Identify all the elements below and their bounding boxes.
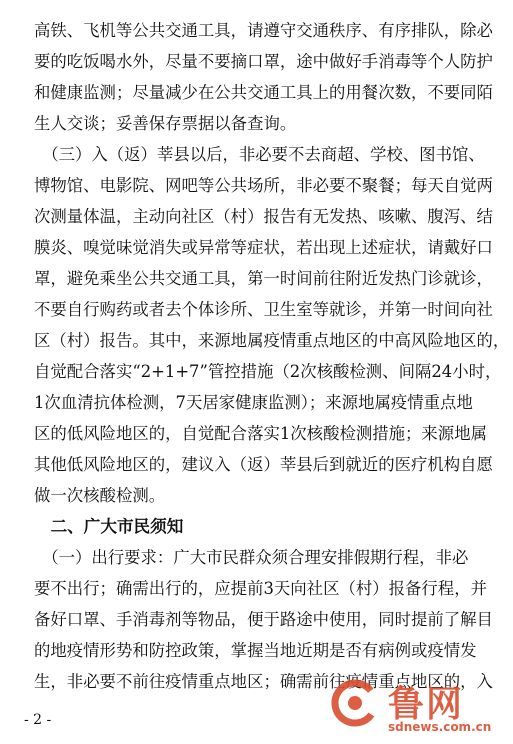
body-text-line: 自觉配合落实“2+1+7”管控措施（2次核酸检测、间隔24小时， bbox=[34, 362, 502, 381]
body-text-line: 不要自行购药或者去个体诊所、卫生室等就诊，并第一时间向社 bbox=[34, 300, 493, 319]
body-text-line: 其他低风险地区的，建议入（返）莘县后到就近的医疗机构自愿 bbox=[34, 455, 493, 474]
page-number: - 2 - bbox=[24, 712, 52, 728]
body-text-line: 生人交谈；妥善保存票据以备查询。 bbox=[34, 114, 297, 133]
body-text-line: 罩，避免乘坐公共交通工具，第一时间前往附近发热门诊就诊， bbox=[34, 269, 493, 288]
body-text-line: 区的低风险地区的，自觉配合落实1次核酸检测措施；来源地属 bbox=[34, 424, 487, 443]
body-text-line: 做一次核酸检测。 bbox=[34, 486, 166, 505]
body-text-line: 的地疫情形势和防控政策，掌握当地近期是否有病例或疫情发 bbox=[34, 641, 477, 660]
body-text-line: 生，非必要不前往疫情重点地区；确需前往疫情重点地区的，入 bbox=[34, 672, 493, 691]
body-text-line: 和健康监测；尽量减少在公共交通工具上的用餐次数，不要同陌 bbox=[34, 83, 493, 102]
body-text-line: （一）出行要求：广大市民群众须合理安排假期行程，非必 bbox=[34, 548, 469, 567]
site-logo-icon bbox=[330, 678, 380, 728]
body-text-line: 备好口罩、手消毒剂等物品，便于路途中使用，同时提前了解目 bbox=[34, 610, 493, 629]
body-text-line: 高铁、飞机等公共交通工具，请遵守交通秩序、有序排队，除必 bbox=[34, 21, 493, 40]
body-text-line: 1次血清抗体检测，7天居家健康监测）；来源地属疫情重点地 bbox=[34, 393, 473, 412]
section-heading: 二、广大市民须知 bbox=[34, 517, 184, 536]
body-text-line: 次测量体温，主动向社区（村）报告有无发热、咳嗽、腹泻、结 bbox=[34, 207, 493, 226]
body-text-line: 要的吃饭喝水外，尽量不要摘口罩，途中做好手消毒等个人防护 bbox=[34, 52, 493, 71]
watermark-title: 鲁网 bbox=[388, 684, 465, 725]
body-text-line: 博物馆、电影院、网吧等公共场所，非必要不聚餐；每天自觉两 bbox=[34, 176, 493, 195]
body-text-line: 要不出行；确需出行的，应提前3天向社区（村）报备行程，并 bbox=[34, 579, 487, 598]
body-text-line: 区（村）报告。其中，来源地属疫情重点地区的中高风险地区的， bbox=[34, 331, 510, 350]
body-text-line: 膜炎、嗅觉味觉消失或异常等症状，若出现上述症状，请戴好口 bbox=[34, 238, 493, 257]
watermark-url: sdnews.com.cn bbox=[388, 720, 492, 734]
body-text-line: （三）入（返）莘县以后，非必要不去商超、学校、图书馆、 bbox=[34, 145, 485, 164]
watermark bbox=[330, 676, 510, 740]
